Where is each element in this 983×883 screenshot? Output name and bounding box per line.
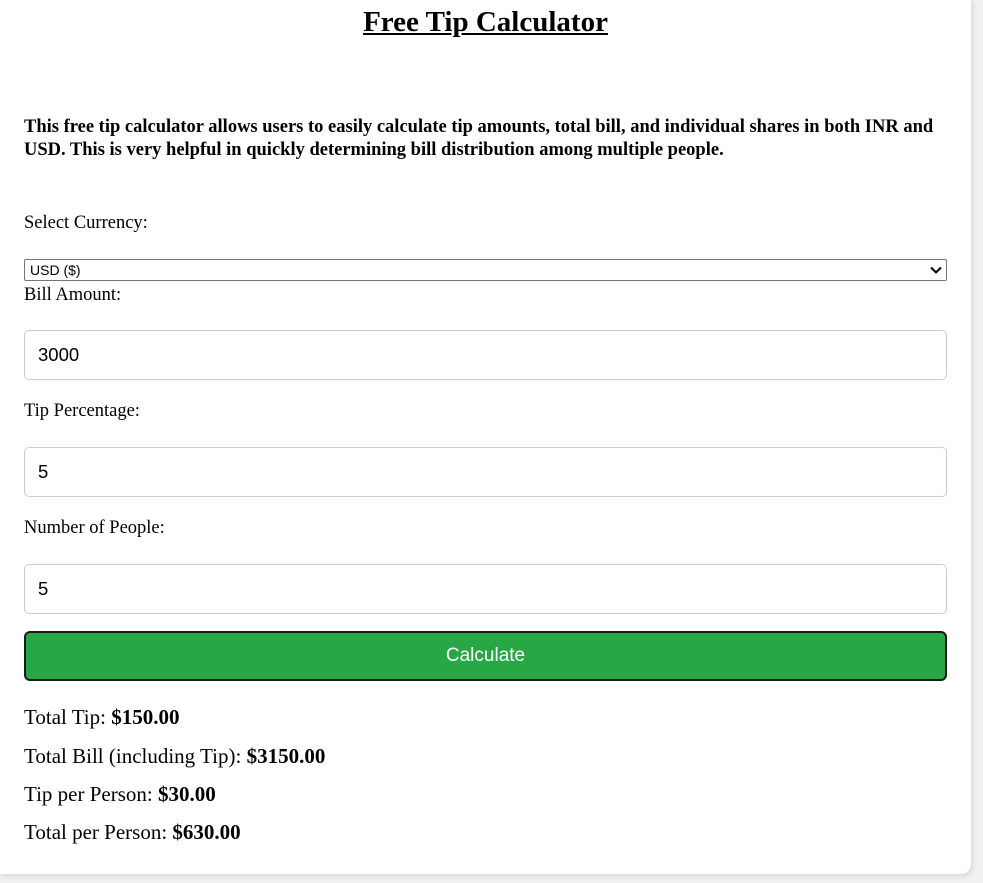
total-per-person-value: $630.00 bbox=[172, 820, 241, 844]
total-tip-value: $150.00 bbox=[111, 705, 180, 729]
total-per-person-label: Total per Person: bbox=[24, 820, 168, 844]
tip-per-person-result bbox=[24, 781, 216, 807]
tip-percentage-input[interactable]: 5 bbox=[24, 447, 947, 497]
number-of-people-input[interactable]: 5 bbox=[24, 564, 947, 614]
chevron-down-icon bbox=[929, 263, 943, 277]
total-bill-result bbox=[24, 743, 325, 769]
total-tip-result bbox=[24, 704, 179, 730]
tip-percentage-label: Tip Percentage: bbox=[24, 401, 140, 421]
total-per-person-result bbox=[24, 819, 241, 845]
calculate-button[interactable]: Calculate bbox=[24, 631, 947, 681]
bill-amount-label: Bill Amount: bbox=[24, 285, 122, 305]
currency-select-value: USD ($) bbox=[30, 262, 81, 278]
total-tip-label: Total Tip: bbox=[24, 705, 106, 729]
page-title: Free Tip Calculator bbox=[363, 6, 608, 38]
number-of-people-label: Number of People: bbox=[24, 518, 165, 538]
page-description: This free tip calculator allows users to easily calculate tip amounts, total bill, and individual shares in both INR and USD. This is very helpful in quickly determining bill distribution among multiple people. bbox=[24, 117, 934, 160]
tip-per-person-label: Tip per Person: bbox=[24, 782, 153, 806]
total-bill-label: Total Bill (including Tip): bbox=[24, 744, 242, 768]
total-bill-value: $3150.00 bbox=[246, 744, 326, 768]
currency-label: Select Currency: bbox=[24, 213, 148, 233]
currency-select[interactable] bbox=[24, 259, 947, 281]
bill-amount-input[interactable]: 3000 bbox=[24, 330, 947, 380]
tip-per-person-value: $30.00 bbox=[158, 782, 216, 806]
